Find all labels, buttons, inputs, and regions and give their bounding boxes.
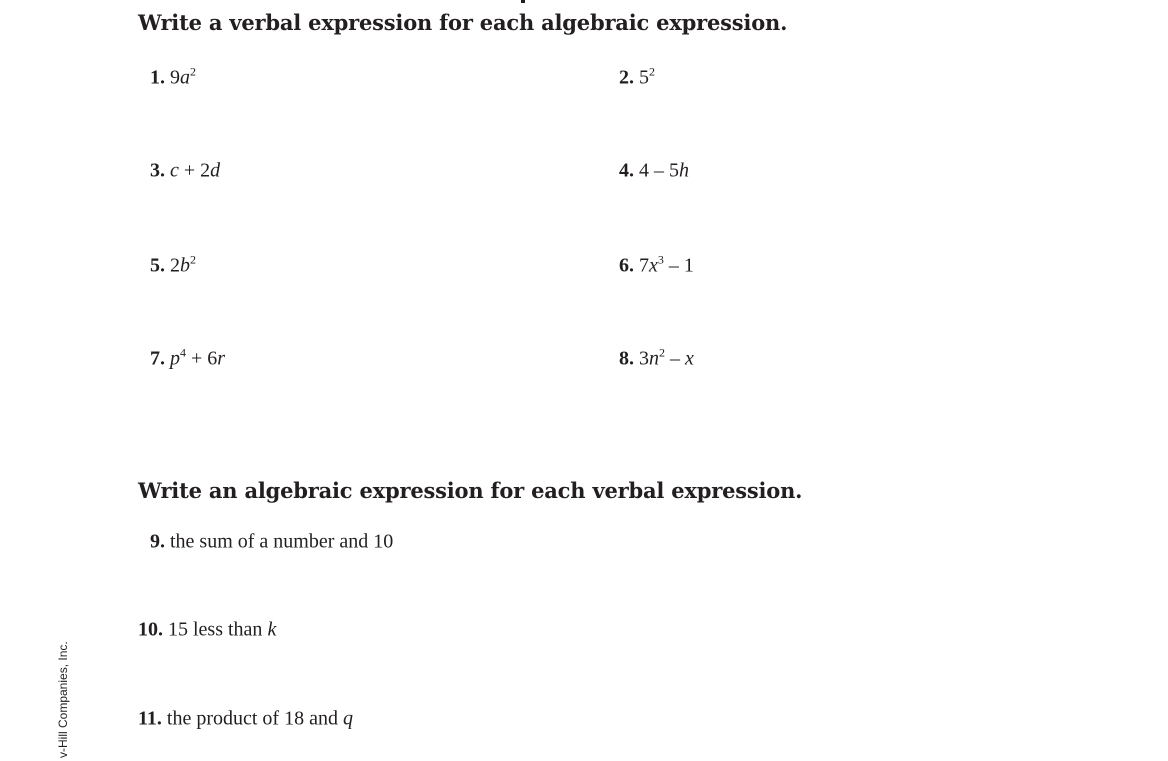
problem-4	[619, 160, 689, 183]
variable: r	[217, 347, 226, 370]
problem-6	[619, 252, 694, 278]
variable: x	[649, 254, 658, 277]
problem-7	[150, 345, 226, 371]
expression-text: 4 – 5	[639, 159, 679, 182]
expression-text: + 6	[186, 347, 218, 370]
section2-heading: Write an algebraic expression for each verbal expression.	[138, 478, 803, 503]
problem-number: 2.	[619, 66, 639, 89]
problem-11	[138, 708, 353, 731]
expression-text: 5	[639, 66, 649, 89]
expression-text: + 2	[178, 159, 211, 182]
variable: n	[649, 347, 659, 370]
problem-number: 1.	[150, 66, 170, 89]
variable: a	[180, 66, 190, 89]
variable: x	[685, 347, 694, 370]
expression-text: 7	[639, 254, 649, 277]
variable: b	[180, 254, 190, 277]
problem-8	[619, 345, 694, 371]
expression-text: – 1	[663, 254, 694, 277]
copyright-notice: v-Hill Companies, Inc.	[56, 641, 70, 758]
variable: q	[342, 707, 353, 730]
problem-number: 6.	[619, 254, 639, 277]
problem-number: 11.	[138, 707, 167, 730]
exponent: 2	[190, 64, 196, 79]
expression-text: –	[665, 347, 685, 370]
variable: d	[210, 159, 221, 182]
problem-1	[150, 64, 196, 90]
expression-text: 2	[170, 254, 180, 277]
problem-number: 8.	[619, 347, 639, 370]
variable: p	[170, 347, 180, 370]
problem-number: 4.	[619, 159, 639, 182]
expression-text: 9	[170, 66, 180, 89]
problem-5	[150, 252, 196, 278]
expression-text: 15 less than	[168, 618, 268, 641]
problem-number: 9.	[150, 530, 170, 553]
section1-heading: Write a verbal expression for each algebraic expression.	[138, 10, 788, 35]
problem-10	[138, 619, 276, 642]
problem-2	[619, 64, 655, 90]
problem-3	[150, 160, 220, 183]
variable: h	[679, 159, 689, 182]
problem-number: 10.	[138, 618, 168, 641]
expression-text: 3	[639, 347, 649, 370]
variable: k	[267, 618, 277, 641]
expression-text: the sum of a number and 10	[170, 530, 394, 553]
exponent: 4	[180, 345, 186, 360]
exponent: 2	[659, 345, 665, 360]
exponent: 2	[190, 252, 196, 267]
problem-9	[150, 531, 393, 554]
exponent: 2	[649, 64, 655, 79]
variable: c	[170, 159, 179, 182]
expression-text: the product of 18 and	[166, 707, 343, 730]
exponent: 3	[657, 252, 664, 267]
page-mark	[521, 0, 525, 3]
problem-number: 7.	[150, 347, 170, 370]
problem-number: 5.	[150, 254, 170, 277]
problem-number: 3.	[150, 159, 170, 182]
